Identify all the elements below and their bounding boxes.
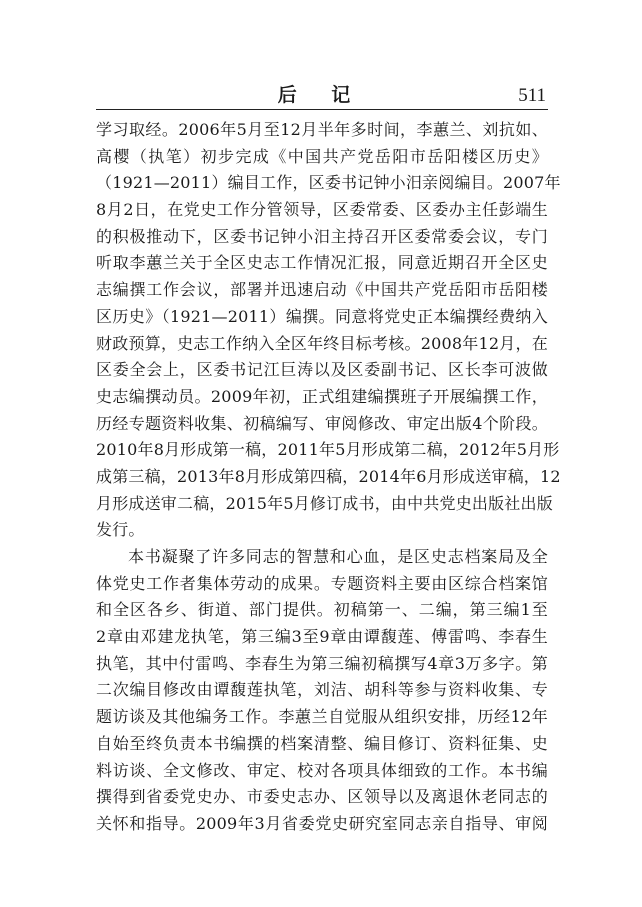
- page-number: 511: [518, 85, 546, 106]
- chapter-title: 后 记: [277, 84, 365, 106]
- text-line: 的积极推动下，区委书记钟小汨主持召开区委常委会议，专门: [96, 226, 548, 246]
- text-line: 题访谈及其他编务工作。李蕙兰自觉服从组织安排，历经12年: [96, 707, 548, 727]
- text-line: 区委全会上，区委书记江巨涛以及区委副书记、区长李可波做: [96, 360, 548, 380]
- text-line: 听取李蕙兰关于全区史志工作情况汇报，同意近期召开全区史: [96, 253, 548, 273]
- paragraph-last-line: 发行。: [96, 520, 145, 540]
- text-line: 财政预算，史志工作纳入全区年终目标考核。2008年12月，在: [96, 333, 548, 353]
- text-line: 体党史工作者集体劳动的成果。专题资料主要由区综合档案馆: [96, 573, 548, 593]
- text-line: 2章由邓建龙执笔，第三编3至9章由谭馥莲、傅雷鸣、李春生: [96, 627, 548, 647]
- text-line: （1921—2011）编目工作，区委书记钟小汨亲阅编目。2007年: [96, 173, 561, 193]
- text-line: 料访谈、全文修改、审定、校对各项具体细致的工作。本书编: [96, 760, 548, 780]
- running-header: [96, 82, 546, 110]
- paragraph-first-line: 本书凝聚了许多同志的智慧和心血，是区史志档案局及全: [128, 547, 548, 566]
- text-line: 执笔，其中付雷鸣、李春生为第三编初稿撰写4章3万多字。第: [96, 653, 548, 673]
- text-line: 2010年8月形成第一稿，2011年5月形成第二稿，2012年5月形: [96, 440, 560, 460]
- text-line: 月形成送审二稿，2015年5月修订成书，由中共党史出版社出版: [96, 493, 553, 513]
- text-line: 和全区各乡、街道、部门提供。初稿第一、二编，第三编1至: [96, 600, 548, 620]
- text-line: 历经专题资料收集、初稿编写、审阅修改、审定出版4个阶段。: [96, 413, 548, 433]
- body-text: [96, 117, 561, 838]
- text-line: 自始至终负责本书编撰的档案清整、编目修订、资料征集、史: [96, 733, 548, 753]
- text-line: 学习取经。2006年5月至12月半年多时间，李蕙兰、刘抗如、: [96, 120, 548, 139]
- text-line: 二次编目修改由谭馥莲执笔，刘洁、胡科等参与资料收集、专: [96, 680, 548, 700]
- text-line: 区历史》（1921—2011）编撰。同意将党史正本编撰经费纳入: [96, 306, 548, 326]
- header-rule: [96, 109, 548, 110]
- text-line: 关怀和指导。2009年3月省委党史研究室同志亲自指导、审阅: [96, 813, 548, 833]
- text-line: 8月2日，在党史工作分管领导，区委常委、区委办主任彭端生: [96, 200, 548, 220]
- text-line: 成第三稿，2013年8月形成第四稿，2014年6月形成送审稿，12: [96, 466, 561, 486]
- text-line: 高樱（执笔）初步完成《中国共产党岳阳市岳阳楼区历史》: [96, 146, 548, 166]
- text-line: 撰得到省委党史办、市委史志办、区领导以及离退休老同志的: [96, 787, 548, 807]
- text-line: 史志编撰动员。2009年初，正式组建编撰班子开展编撰工作，: [96, 386, 548, 406]
- text-line: 志编撰工作会议，部署并迅速启动《中国共产党岳阳市岳阳楼: [96, 280, 548, 300]
